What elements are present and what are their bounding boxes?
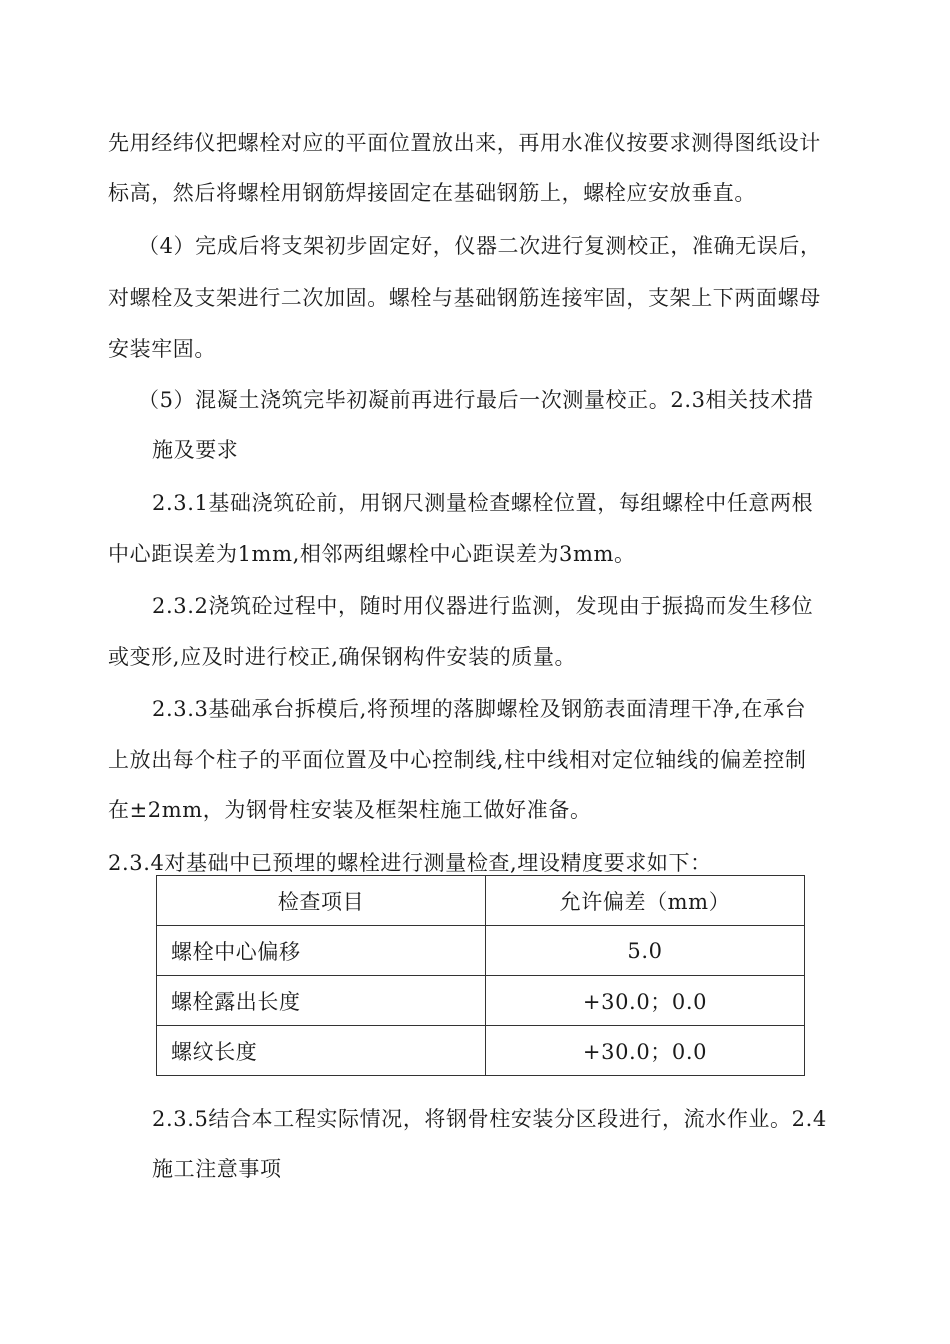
table-row [157, 1026, 805, 1076]
table-cell: +30.0；0.0 [486, 976, 805, 1026]
table-cell: 螺栓露出长度 [157, 976, 486, 1026]
paragraph-line: 2.3.1基础浇筑砼前，用钢尺测量检查螺栓位置，每组螺栓中任意两根 [152, 491, 814, 515]
paragraph-line: 上放出每个柱子的平面位置及中心控制线,柱中线相对定位轴线的偏差控制 [108, 748, 807, 772]
tolerance-table [156, 875, 805, 1076]
paragraph-line: （4）完成后将支架初步固定好，仪器二次进行复测校正，准确无误后， [138, 234, 822, 258]
table-cell: +30.0；0.0 [486, 1026, 805, 1076]
table-cell: 螺栓中心偏移 [157, 926, 486, 976]
table-header-cell: 允许偏差（mm） [486, 876, 805, 926]
paragraph-line: 中心距误差为1mm,相邻两组螺栓中心距误差为3mm。 [108, 542, 636, 566]
table-header-cell: 检查项目 [157, 876, 486, 926]
paragraph-line: 安装牢固。 [108, 337, 216, 361]
table-row [157, 976, 805, 1026]
paragraph-line: 施及要求 [152, 438, 239, 462]
paragraph-line: 施工注意事项 [152, 1157, 282, 1181]
table-row [157, 926, 805, 976]
paragraph-line: 先用经纬仪把螺栓对应的平面位置放出来，再用水准仪按要求测得图纸设计 [108, 131, 821, 155]
paragraph-line: 或变形,应及时进行校正,确保钢构件安装的质量。 [108, 645, 577, 669]
paragraph-line: 2.3.3基础承台拆模后,将预埋的落脚螺栓及钢筋表面清理干净,在承台 [152, 697, 807, 721]
table-cell: 5.0 [486, 926, 805, 976]
table-header-row [157, 876, 805, 926]
table-cell: 螺纹长度 [157, 1026, 486, 1076]
paragraph-line: 对螺栓及支架进行二次加固。螺栓与基础钢筋连接牢固，支架上下两面螺母 [108, 286, 821, 310]
paragraph-line: 标高，然后将螺栓用钢筋焊接固定在基础钢筋上，螺栓应安放垂直。 [108, 181, 756, 205]
paragraph-line: 2.3.4对基础中已预埋的螺栓进行测量检查,埋设精度要求如下： [108, 851, 712, 875]
paragraph-line: 在±2mm，为钢骨柱安装及框架柱施工做好准备。 [108, 798, 592, 822]
paragraph-line: 2.3.2浇筑砼过程中，随时用仪器进行监测，发现由于振捣而发生移位 [152, 594, 814, 618]
paragraph-line: （5）混凝土浇筑完毕初凝前再进行最后一次测量校正。2.3相关技术措 [138, 388, 814, 412]
paragraph-line: 2.3.5结合本工程实际情况，将钢骨柱安装分区段进行，流水作业。2.4 [152, 1107, 827, 1131]
